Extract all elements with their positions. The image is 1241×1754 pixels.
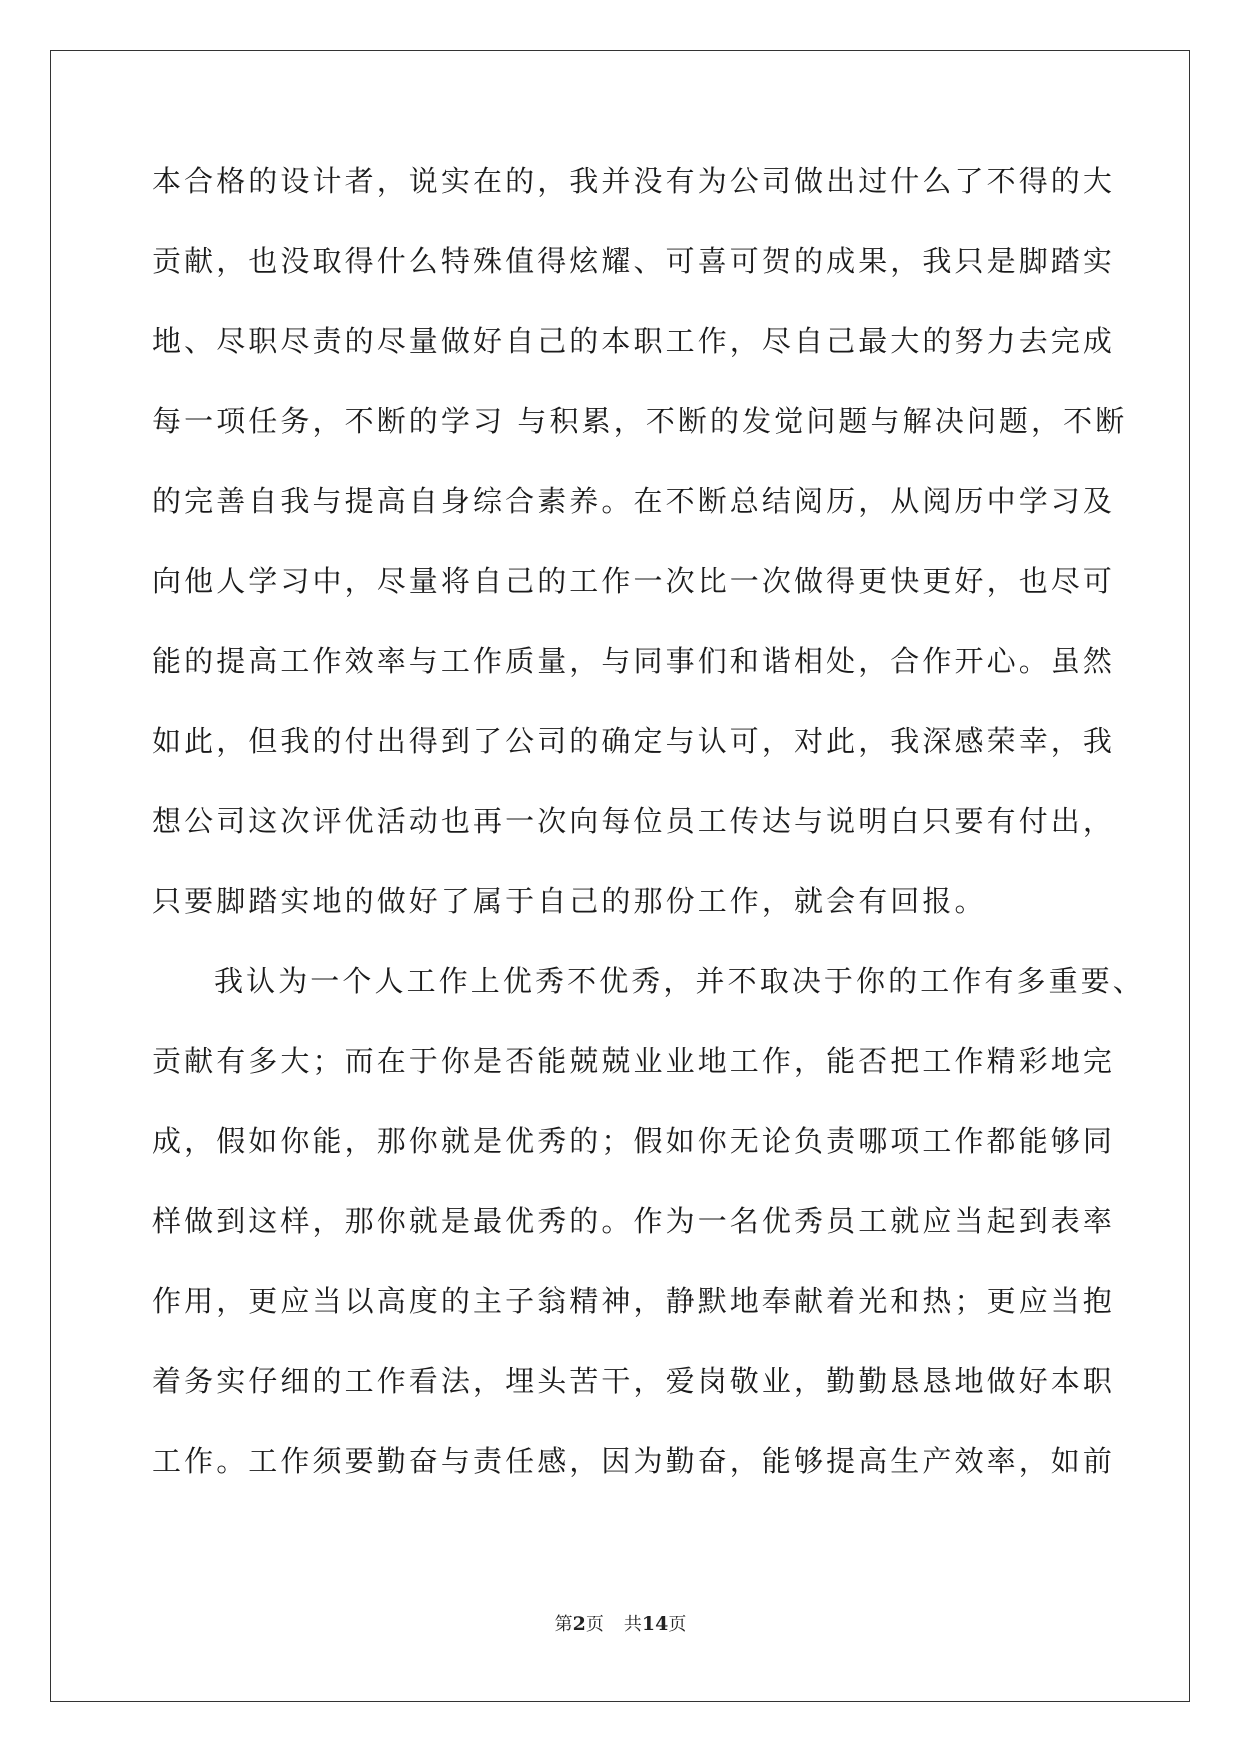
page-prefix: 第: [554, 1614, 573, 1635]
text-line: 工作。工作须要勤奋与责任感，因为勤奋，能够提高生产效率，如前: [152, 1444, 1116, 1478]
text-line: 能的提高工作效率与工作质量，与同事们和谐相处，合作开心。虽然: [152, 644, 1116, 678]
document-body: [152, 164, 1145, 1525]
text-line: 向他人学习中，尽量将自己的工作一次比一次做得更快更好，也尽可: [152, 564, 1116, 598]
text-line: 我认为一个人工作上优秀不优秀，并不取决于你的工作有多重要、: [214, 964, 1145, 998]
total-prefix: 共: [623, 1614, 642, 1635]
text-line: 本合格的设计者，说实在的，我并没有为公司做出过什么了不得的大: [152, 164, 1116, 198]
text-line: 想公司这次评优活动也再一次向每位员工传达与说明白只要有付出，: [152, 804, 1116, 838]
text-line: 贡献，也没取得什么特殊值得炫耀、可喜可贺的成果，我只是脚踏实: [152, 244, 1116, 278]
total-suffix: 页: [668, 1614, 687, 1635]
text-line: 如此，但我的付出得到了公司的确定与认可，对此，我深感荣幸，我: [152, 724, 1116, 758]
page-suffix: 页: [585, 1614, 604, 1635]
page-current: 2: [572, 1613, 586, 1635]
text-line: 的完善自我与提高自身综合素养。在不断总结阅历，从阅历中学习及: [152, 484, 1116, 518]
text-line: 地、尽职尽责的尽量做好自己的本职工作，尽自己最大的努力去完成: [152, 324, 1116, 358]
page-total: 14: [641, 1613, 669, 1635]
text-line: 每一项任务，不断的学习 与积累，不断的发觉问题与解决问题，不断: [152, 404, 1128, 438]
text-line: 贡献有多大；而在于你是否能兢兢业业地工作，能否把工作精彩地完: [152, 1044, 1116, 1078]
text-line: 作用，更应当以高度的主子翁精神，静默地奉献着光和热；更应当抱: [152, 1284, 1116, 1318]
page-footer: [0, 1612, 1241, 1637]
text-line: 样做到这样，那你就是最优秀的。作为一名优秀员工就应当起到表率: [152, 1204, 1116, 1238]
text-line: 只要脚踏实地的做好了属于自己的那份工作，就会有回报。: [152, 884, 987, 918]
text-line: 着务实仔细的工作看法，埋头苦干，爱岗敬业，勤勤恳恳地做好本职: [152, 1364, 1116, 1398]
text-line: 成，假如你能，那你就是优秀的；假如你无论负责哪项工作都能够同: [152, 1124, 1116, 1158]
